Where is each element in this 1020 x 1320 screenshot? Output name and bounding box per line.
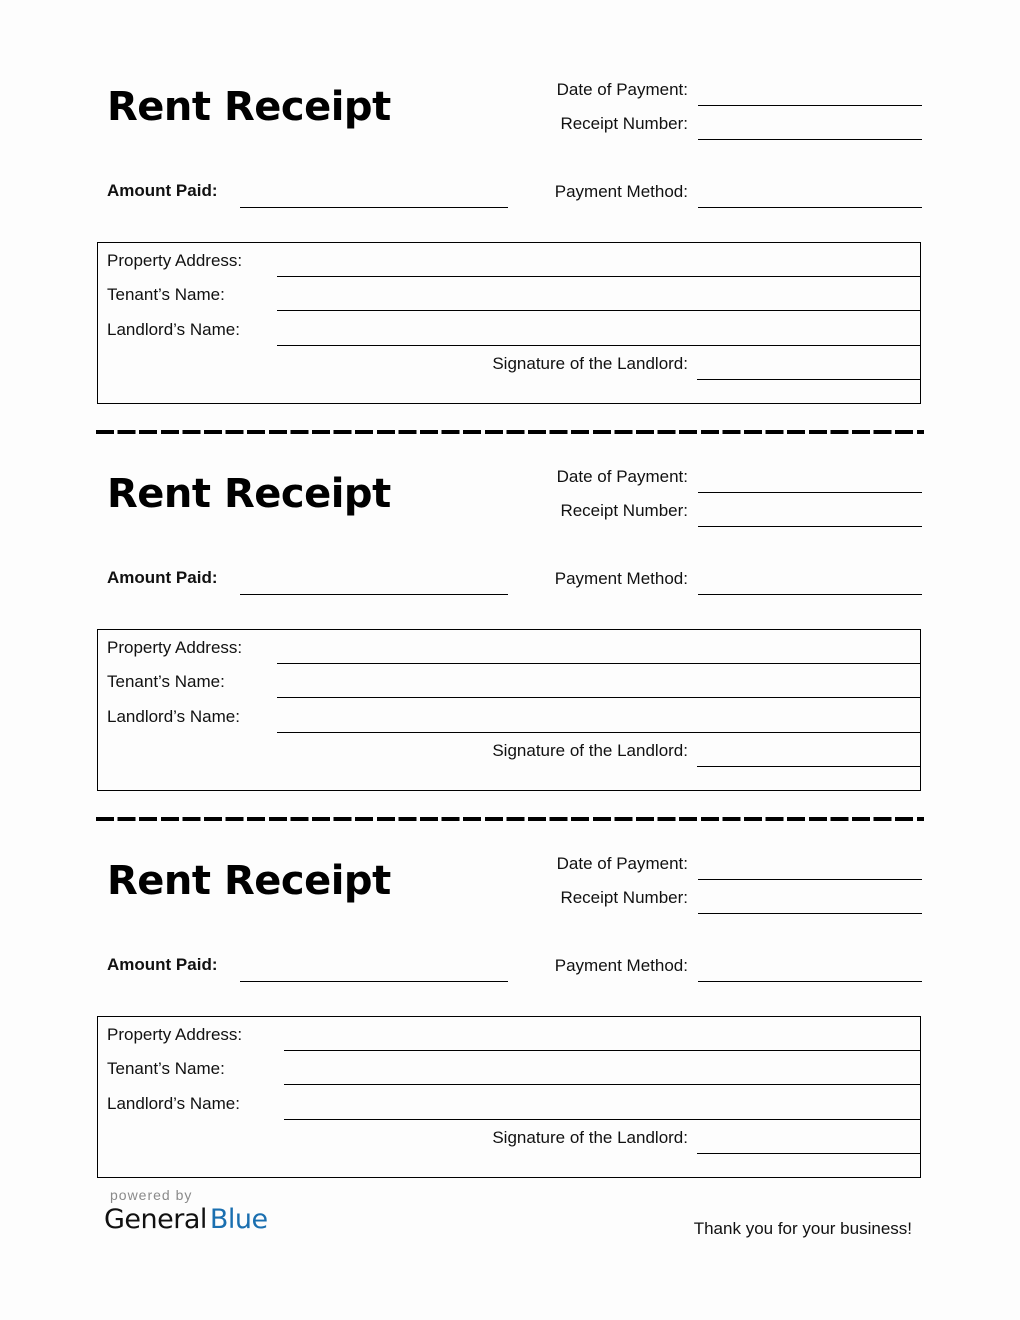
date-of-payment-field[interactable] (698, 492, 922, 493)
signature-field[interactable] (697, 766, 920, 767)
details-box (97, 629, 921, 791)
powered-by-text: powered by (110, 1187, 193, 1203)
property-address-field[interactable] (277, 276, 920, 277)
signature-label: Signature of the Landlord: (492, 354, 688, 373)
details-box (97, 1016, 921, 1178)
tenant-name-field[interactable] (284, 1084, 920, 1085)
landlord-name-label: Landlord’s Name: (107, 1094, 240, 1113)
date-of-payment-field[interactable] (698, 879, 922, 880)
signature-field[interactable] (697, 1153, 920, 1154)
receipt-number-field[interactable] (698, 913, 922, 914)
tenant-name-label: Tenant’s Name: (107, 672, 225, 691)
receipt-number-field[interactable] (698, 139, 922, 140)
tenant-name-label: Tenant’s Name: (107, 285, 225, 304)
tenant-name-field[interactable] (277, 310, 920, 311)
rent-receipt-2 (0, 387, 1020, 760)
brand-blue: Blue (209, 1204, 268, 1235)
brand-general: General (104, 1204, 207, 1235)
receipt-title: Rent Receipt (107, 858, 391, 904)
receipt-title: Rent Receipt (107, 84, 391, 130)
amount-paid-field[interactable] (240, 207, 508, 208)
payment-method-field[interactable] (698, 981, 922, 982)
receipt-title: Rent Receipt (107, 471, 391, 517)
signature-label: Signature of the Landlord: (492, 741, 688, 760)
receipt-number-label: Receipt Number: (560, 501, 688, 520)
landlord-name-label: Landlord’s Name: (107, 320, 240, 339)
payment-method-field[interactable] (698, 207, 922, 208)
receipt-number-field[interactable] (698, 526, 922, 527)
amount-paid-label: Amount Paid: (107, 955, 218, 974)
generalblue-logo (104, 1204, 268, 1235)
property-address-label: Property Address: (107, 1025, 243, 1044)
property-address-label: Property Address: (107, 251, 243, 270)
signature-label: Signature of the Landlord: (492, 1128, 688, 1147)
payment-method-label: Payment Method: (554, 956, 688, 975)
rent-receipt-1 (0, 0, 1020, 373)
landlord-name-label: Landlord’s Name: (107, 707, 240, 726)
payment-method-label: Payment Method: (554, 182, 688, 201)
landlord-name-field[interactable] (277, 732, 920, 733)
date-of-payment-field[interactable] (698, 105, 922, 106)
landlord-name-field[interactable] (284, 1119, 920, 1120)
rent-receipt-3 (0, 774, 1020, 1147)
receipt-number-label: Receipt Number: (560, 888, 688, 907)
date-of-payment-label: Date of Payment: (556, 854, 688, 873)
amount-paid-label: Amount Paid: (107, 568, 218, 587)
tenant-name-field[interactable] (277, 697, 920, 698)
property-address-field[interactable] (277, 663, 920, 664)
property-address-field[interactable] (284, 1050, 920, 1051)
details-box (97, 242, 921, 404)
property-address-label: Property Address: (107, 638, 243, 657)
date-of-payment-label: Date of Payment: (556, 467, 688, 486)
amount-paid-field[interactable] (240, 594, 508, 595)
landlord-name-field[interactable] (277, 345, 920, 346)
signature-field[interactable] (697, 379, 920, 380)
date-of-payment-label: Date of Payment: (556, 80, 688, 99)
tenant-name-label: Tenant’s Name: (107, 1059, 225, 1078)
thank-you-note: Thank you for your business! (693, 1219, 912, 1238)
receipt-number-label: Receipt Number: (560, 114, 688, 133)
amount-paid-field[interactable] (240, 981, 508, 982)
payment-method-field[interactable] (698, 594, 922, 595)
payment-method-label: Payment Method: (554, 569, 688, 588)
amount-paid-label: Amount Paid: (107, 181, 218, 200)
